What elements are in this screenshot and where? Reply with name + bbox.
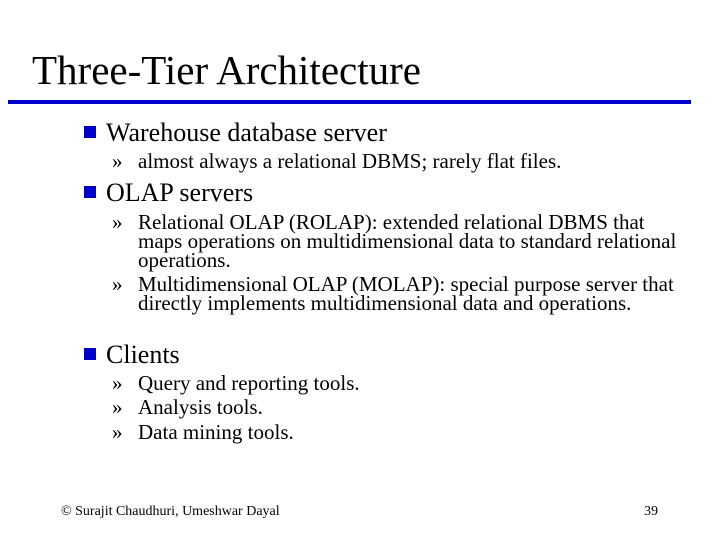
sub-bullet — [112, 149, 682, 173]
sub-bullet — [112, 371, 682, 395]
sub-bullet-marker: » — [112, 420, 123, 444]
sub-bullet-marker: » — [112, 371, 123, 395]
sub-bullet-marker: » — [112, 395, 123, 419]
page-number: 39 — [644, 504, 658, 519]
sub-bullet-text: Query and reporting tools. — [138, 371, 360, 395]
diamond-bullet-icon — [84, 126, 98, 140]
section-heading-olap: OLAP servers — [106, 178, 254, 207]
sub-bullet-marker: » — [112, 149, 123, 173]
sub-bullet — [112, 395, 682, 419]
section-heading-warehouse: Warehouse database server — [106, 118, 387, 147]
title-underline — [8, 100, 691, 104]
footer-copyright: © Surajit Chaudhuri, Umeshwar Dayal — [61, 504, 280, 519]
sub-bullet-marker: » — [112, 272, 123, 296]
sub-bullet-text: Data mining tools. — [138, 420, 294, 444]
sub-bullet-text: almost always a relational DBMS; rarely flat files. — [138, 149, 562, 173]
sub-bullet — [112, 272, 682, 315]
sub-bullet — [112, 210, 682, 272]
diamond-bullet-icon — [84, 348, 98, 362]
sub-bullet-marker: » — [112, 210, 123, 234]
slide-title: Three-Tier Architecture — [32, 47, 421, 93]
sub-bullet-text: Multidimensional OLAP (MOLAP): special purpose server that directly implements multidimensional data and operations. — [138, 272, 674, 315]
section-heading-clients: Clients — [106, 340, 180, 369]
sub-bullet-text: Relational OLAP (ROLAP): extended relational DBMS that maps operations on multidimensional data to standard relational operations. — [138, 210, 677, 272]
sub-bullet — [112, 420, 682, 444]
diamond-bullet-icon — [84, 186, 98, 200]
sub-bullet-text: Analysis tools. — [138, 395, 263, 419]
